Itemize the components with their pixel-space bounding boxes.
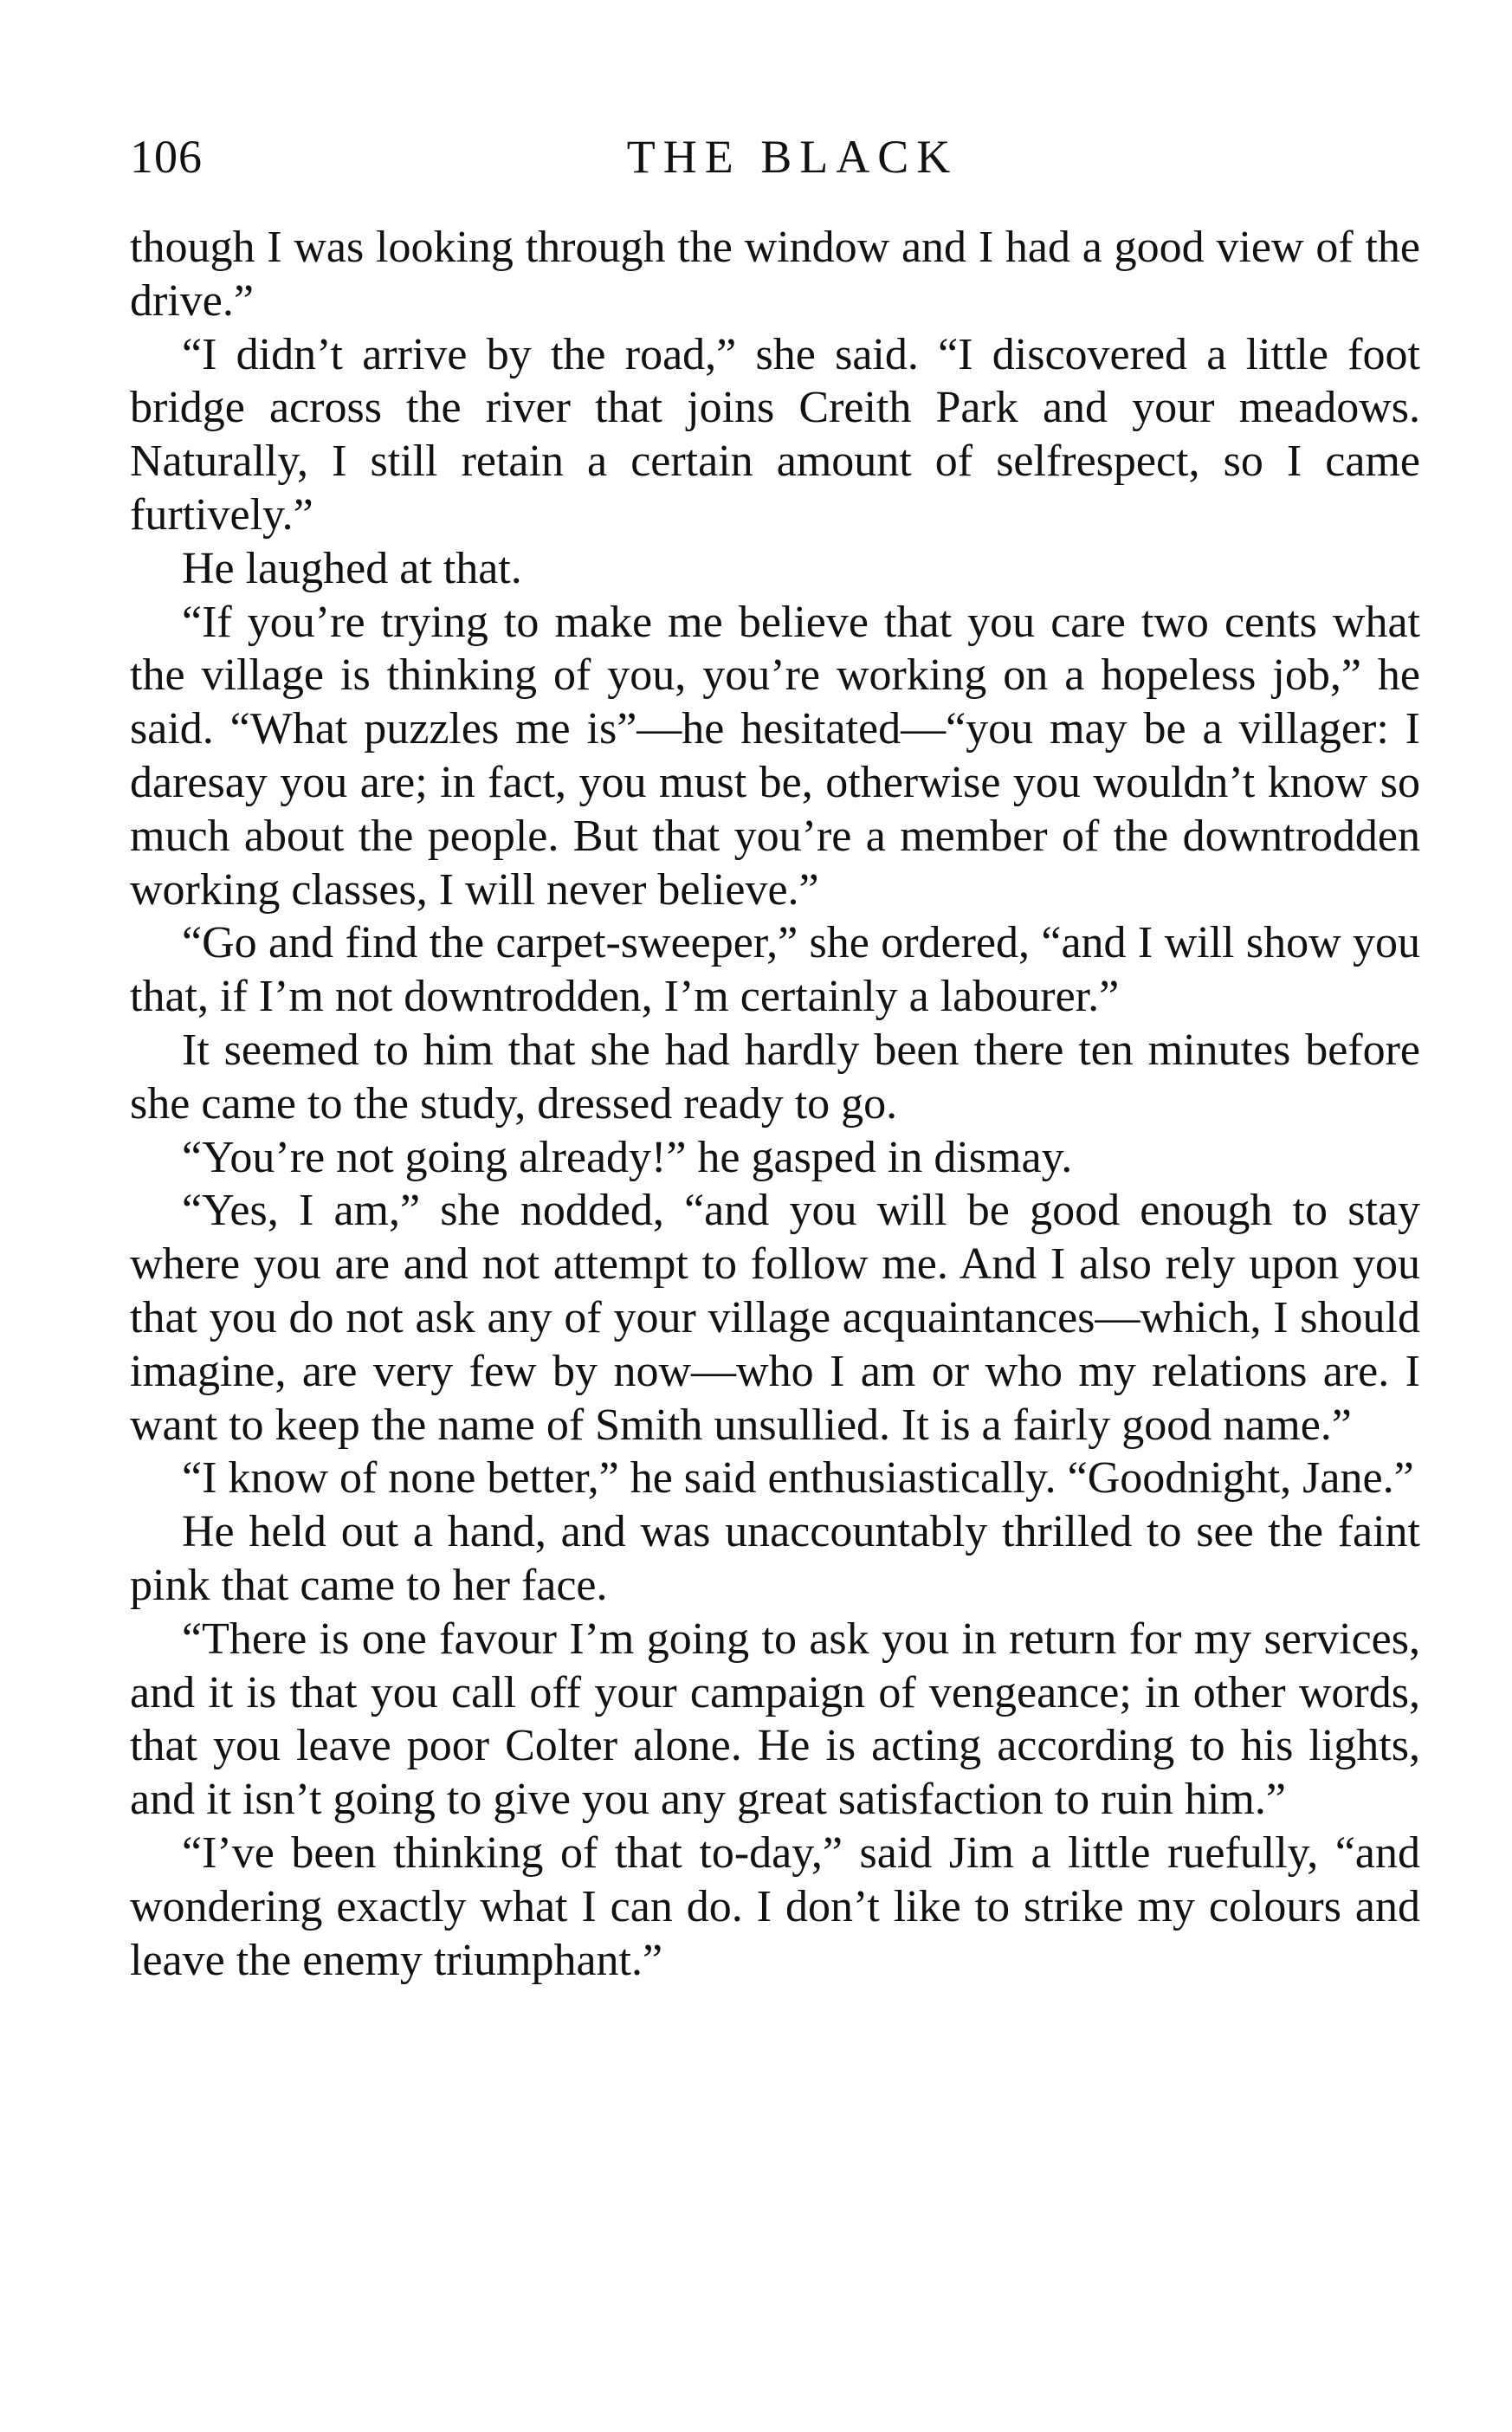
paragraph: “You’re not going already!” he gasped in dismay. <box>182 1132 1073 1182</box>
paragraph: He laughed at that. <box>182 543 522 593</box>
paragraph: He held out a hand, and was unaccountably thrilled to see the faint pink that came to her face. <box>130 1507 1420 1610</box>
paragraph: “Go and find the carpet-sweeper,” she ordered, “and I will show you that, if I’m not downtrodden, I’m certainly a labourer.” <box>130 918 1420 1022</box>
paragraph: “I didn’t arrive by the road,” she said. “I discovered a little foot bridge across the river that joins Creith Park and your meadows. Naturally, I still retain a certain amount of selfrespect, so I came furtively.” <box>130 329 1420 540</box>
paragraph: “I know of none better,” he said enthusiastically. “Goodnight, Jane.” <box>182 1453 1414 1504</box>
paragraph: “There is one favour I’m going to ask you in return for my services, and it is that you call off your campaign of vengeance; in other words, that you leave poor Colter alone. He is acting according to his lights, and it isn’t going to give you any great satisfaction to ruin him.” <box>130 1614 1420 1825</box>
paragraph: “I’ve been thinking of that to-day,” said Jim a little ruefully, “and wondering exactly what I can do. I don’t like to strike my colours and leave the enemy triumphant.” <box>130 1827 1420 1985</box>
paragraph: though I was looking through the window and I had a good view of the drive.” <box>130 223 1420 326</box>
paragraph: “Yes, I am,” she nodded, “and you will be good enough to stay where you are and not attempt to follow me. And I also rely upon you that you do not ask any of your village acquaintances—which, I should imagine, are very few by now—who I am or who my relations are. I want to keep the name of Smith unsullied. It is a fairly good name.” <box>130 1186 1420 1450</box>
paragraph: “If you’re trying to make me believe that you care two cents what the village is thinking of you, you’re working on a hopeless job,” he said. “What puzzles me is”—he hesitated—“you may be a villager: I daresay you are; in fact, you must be, otherwise you wouldn’t know so much about the people. But that you’re a member of the downtrodden working classes, I will never believe.” <box>130 597 1420 915</box>
body-text <box>130 221 1420 1987</box>
running-head <box>130 130 1420 191</box>
page-number: 106 <box>130 131 203 183</box>
running-title: THE BLACK <box>626 131 959 183</box>
paragraph: It seemed to him that she had hardly been there ten minutes before she came to the study, dressed ready to go. <box>130 1025 1420 1129</box>
